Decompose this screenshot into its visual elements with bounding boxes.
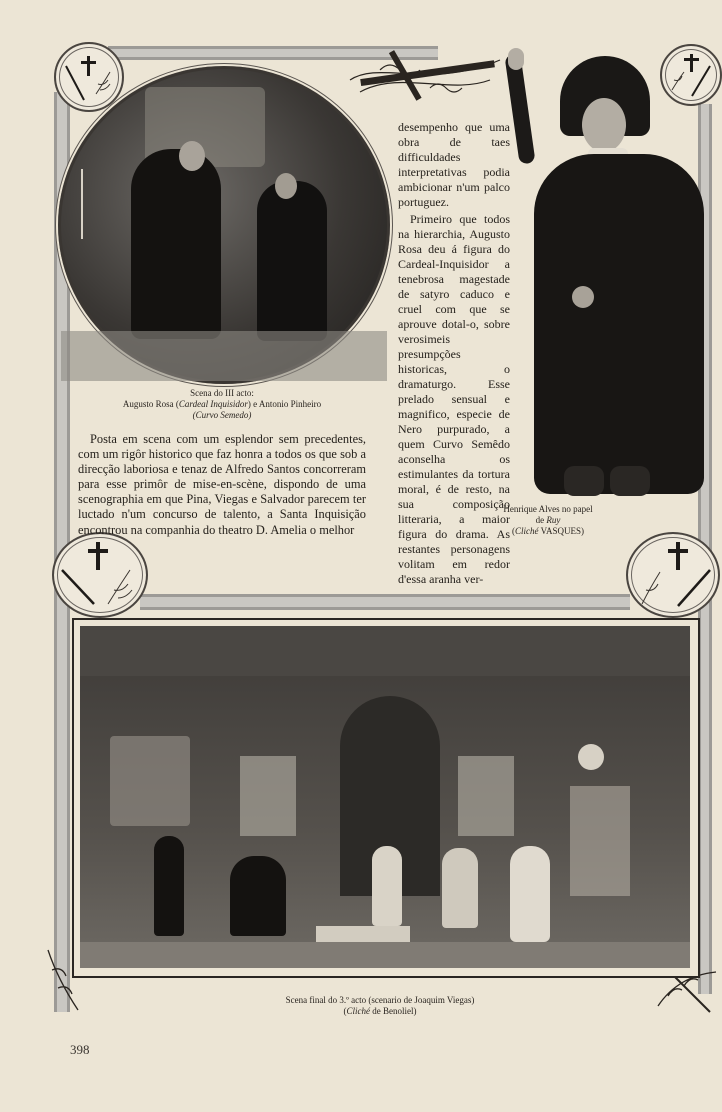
- medallion-mid-left: [52, 532, 148, 618]
- final-scene-photo: [80, 626, 690, 968]
- medallion-top-left: [54, 42, 124, 112]
- caption-final-scene: [180, 995, 580, 1017]
- article-column-right: [398, 120, 510, 210]
- caption-credit: (Curvo Semedo): [192, 410, 252, 420]
- article-column-right-cont: [398, 212, 510, 586]
- medallion-mid-right: [626, 532, 720, 618]
- caption-credit: (Cliché VASQUES): [512, 526, 584, 536]
- caption-line: Augusto Rosa (Cardeal Inquisidor) e Antonio Pinheiro: [122, 399, 322, 409]
- caption-line: de Ruy: [535, 515, 561, 525]
- scene-act-iii-photo: [58, 66, 390, 384]
- article-paragraph: Posta em scena com um esplendor sem precedentes, com um rigôr historico que faz honra a todos os que sob a direcção laboriosa e tenaz de Alfredo Santos concorreram para esse primôr de mise-en-scène, dispondo de uma scenographia em que Pina, Viegas e Salvador parecem ter luctado n'um concurso de talento, a Santa Inquisição encontrou na companhia do theatro D. Amelia o melhor: [78, 432, 366, 537]
- article-column-left: [78, 432, 366, 538]
- caption-scene-act-iii: [82, 388, 362, 421]
- caption-line: Scena do III acto:: [190, 388, 254, 398]
- article-paragraph: desempenho que uma obra de taes difficuldades interpretativas podia ambicionar n'um palco portuguez.: [398, 120, 510, 209]
- crossed-swords-ornament: [340, 40, 510, 110]
- caption-credit: (Cliché de Benoliel): [343, 1006, 417, 1016]
- caption-line: Scena final do 3.º acto (scenario de Joaquim Viegas): [285, 995, 475, 1005]
- cross-sword-icon: [628, 534, 718, 616]
- final-scene-frame: [72, 618, 700, 978]
- cross-sword-icon: [56, 44, 122, 110]
- article-paragraph: Primeiro que todos na hierarchia, Augusto Rosa deu á figura do Cardeal-Inquisidor a tenebrosa magestade de satyro caduco e cruel com que se aprouve dotal-o, sobre verosimeis presumpções historicas, o dramaturgo. Esse prelado sensual e magnifico, especie de Nero purpurado, a quem Curvo Semêdo aconselha os estimulantes da tortura moral, é de resto, na sua composição litteraria, a maior figura do drama. As restantes personagens volitam em redor d'essa aranha ver-: [398, 212, 510, 586]
- cross-sword-icon: [54, 534, 146, 616]
- caption-line: Henrique Alves no papel: [503, 504, 593, 514]
- page-number: 398: [70, 1042, 90, 1057]
- henrique-alves-photo: [500, 46, 720, 506]
